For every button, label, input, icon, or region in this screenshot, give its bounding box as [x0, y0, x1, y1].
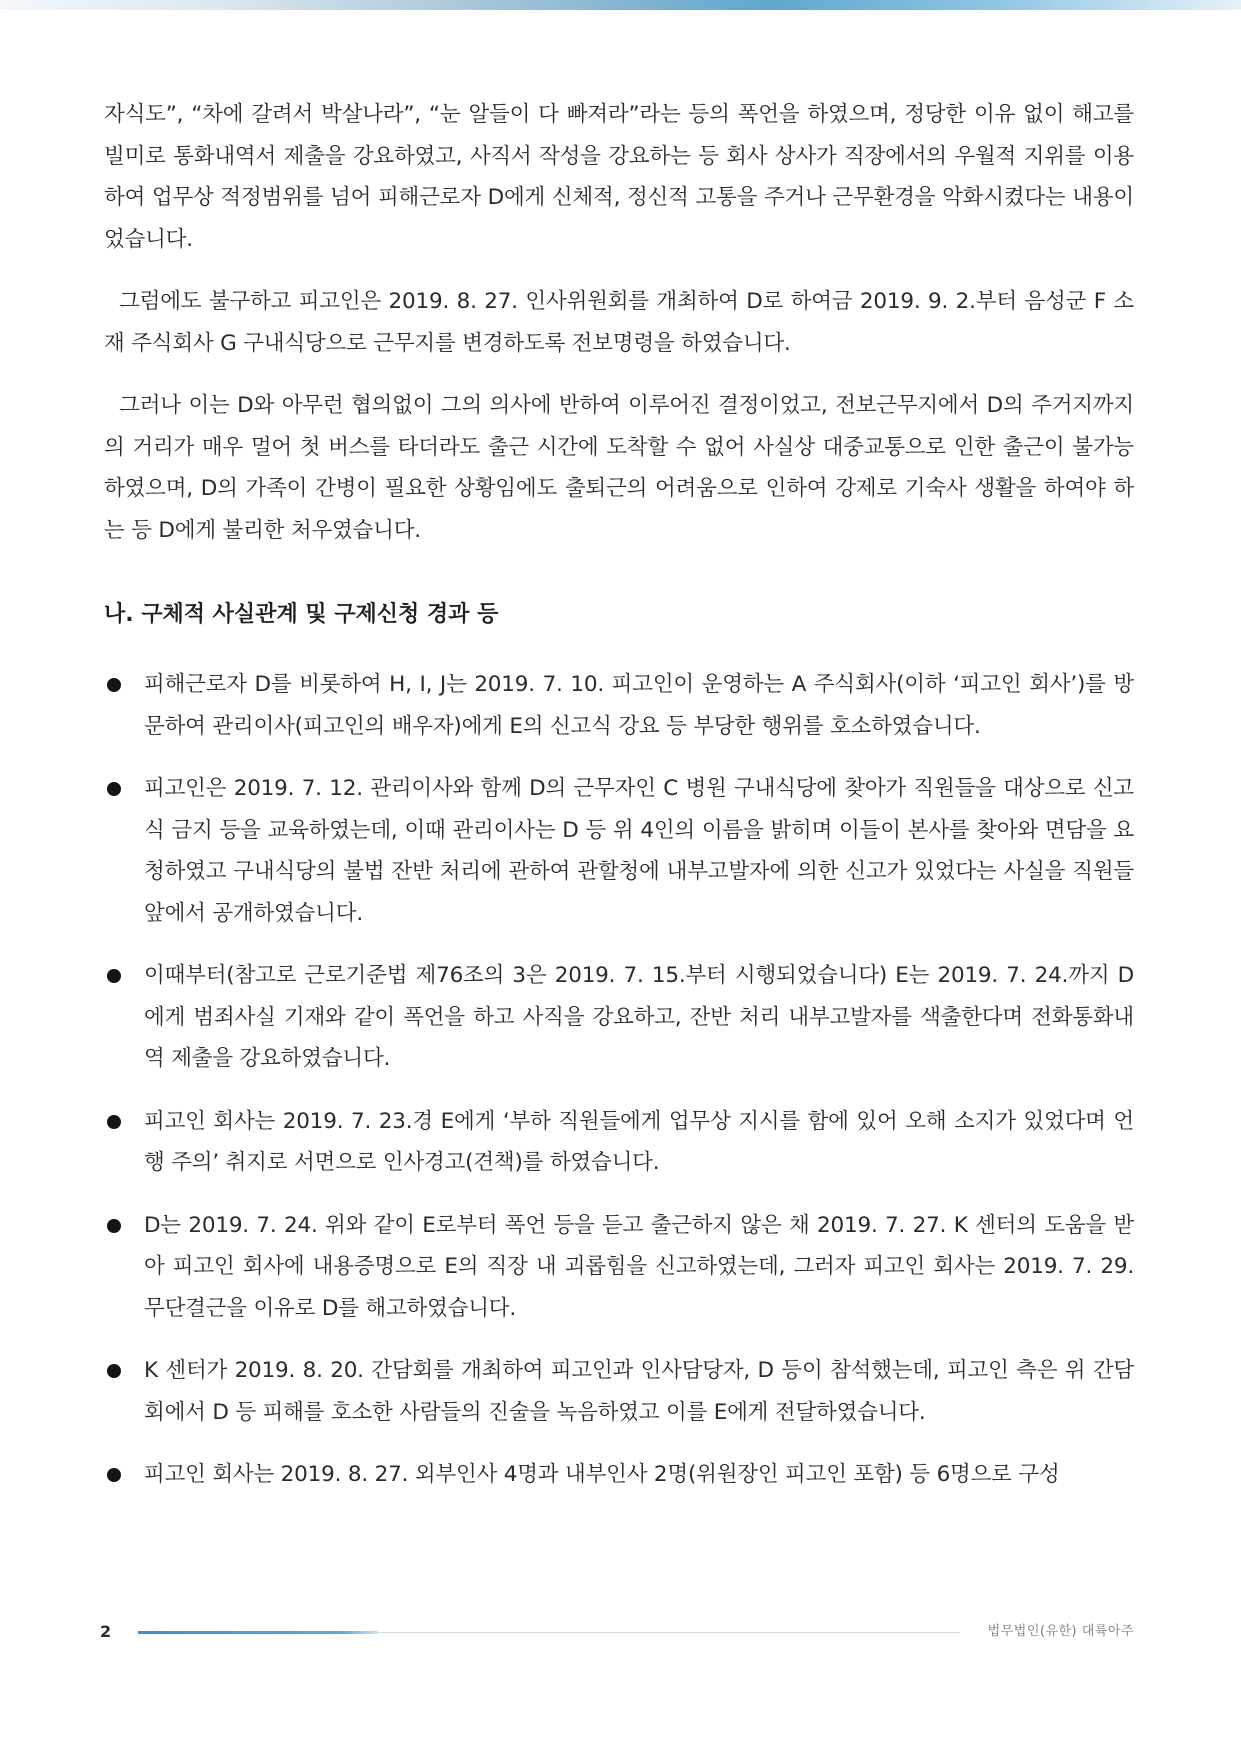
list-item	[104, 955, 1134, 1080]
list-item-text: 피고인 회사는 2019. 7. 23.경 E에게 ‘부하 직원들에게 업무상 지시를 함에 있어 오해 소지가 있었다며 언행 주의’ 취지로 서면으로 인사경고(견책)를 하였습니다.	[144, 1108, 1134, 1175]
list-item	[104, 1205, 1134, 1330]
list-item-text: 피해근로자 D를 비롯하여 H, I, J는 2019. 7. 10. 피고인이 운영하는 A 주식회사(이하 ‘피고인 회사’)를 방문하여 관리이사(피고인의 배우자)에게 E의 신고식 강요 등 부당한 행위를 호소하였습니다.	[144, 672, 1134, 739]
bullet-icon	[107, 1468, 121, 1482]
header-gradient-bar	[0, 0, 1241, 10]
fact-list	[104, 664, 1134, 1496]
document-body	[104, 94, 1141, 1517]
list-item	[104, 1101, 1134, 1184]
list-item	[104, 1454, 1134, 1496]
list-item-text: 피고인은 2019. 7. 12. 관리이사와 함께 D의 근무자인 C 병원 구내식당에 찾아가 직원들을 대상으로 신고식 금지 등을 교육하였는데, 이때 관리이사는 D 등 위 4인의 이름을 밝히며 이들이 본사를 찾아와 면담을 요청하였고 구내식당의 불법 잔반 처리에 관하여 관할청에 내부고발자에 의한 신고가 있었다는 사실을 직원들 앞에서 공개하였습니다.	[144, 776, 1134, 926]
page-number: 2	[100, 1622, 112, 1641]
bullet-icon	[107, 1219, 121, 1233]
bullet-icon	[107, 1364, 121, 1378]
paragraph-1: 자식도”, “차에 갈려서 박살나라”, “눈 알들이 다 빠져라”라는 등의 폭언을 하였으며, 정당한 이유 없이 해고를 빌미로 통화내역서 제출을 강요하였고, 사직서 작성을 강요하는 등 회사 상사가 직장에서의 우월적 지위를 이용하여 업무상 적정범위를 넘어 피해근로자 D에게 신체적, 정신적 고통을 주거나 근무환경을 악화시켰다는 내용이었습니다.	[104, 102, 1141, 252]
footer-accent-line	[138, 1631, 378, 1634]
section-heading: 나. 구체적 사실관계 및 구제신청 경과 등	[104, 602, 499, 627]
list-item-text: K 센터가 2019. 8. 20. 간담회를 개최하여 피고인과 인사담당자, D 등이 참석했는데, 피고인 측은 위 간담회에서 D 등 피해를 호소한 사람들의 진술을 녹음하였고 이를 E에게 전달하였습니다.	[144, 1358, 1134, 1425]
bullet-icon	[107, 782, 121, 796]
bullet-icon	[107, 1115, 121, 1129]
bullet-icon	[107, 969, 121, 983]
paragraph-2: 그럼에도 불구하고 피고인은 2019. 8. 27. 인사위원회를 개최하여 D로 하여금 2019. 9. 2.부터 음성군 F 소재 주식회사 G 구내식당으로 근무지를 변경하도록 전보명령을 하였습니다.	[104, 289, 1134, 356]
paragraph-3: 그러나 이는 D와 아무런 협의없이 그의 의사에 반하여 이루어진 결정이었고, 전보근무지에서 D의 주거지까지의 거리가 매우 멀어 첫 버스를 타더라도 출근 시간에 도착할 수 없어 사실상 대중교통으로 인한 출근이 불가능하였으며, D의 가족이 간병이 필요한 상황임에도 출퇴근의 어려움으로 인하여 강제로 기숙사 생활을 하여야 하는 등 D에게 불리한 처우였습니다.	[104, 393, 1134, 543]
list-item-text: 피고인 회사는 2019. 8. 27. 외부인사 4명과 내부인사 2명(위원장인 피고인 포함) 등 6명으로 구성	[144, 1462, 1060, 1487]
list-item	[104, 664, 1134, 747]
list-item	[104, 768, 1134, 934]
list-item	[104, 1350, 1134, 1433]
page-footer	[0, 1620, 1241, 1660]
bullet-icon	[107, 678, 121, 692]
list-item-text: 이때부터(참고로 근로기준법 제76조의 3은 2019. 7. 15.부터 시행되었습니다) E는 2019. 7. 24.까지 D에게 범죄사실 기재와 같이 폭언을 하고 사직을 강요하고, 잔반 처리 내부고발자를 색출한다며 전화통화내역 제출을 강요하였습니다.	[144, 963, 1134, 1071]
list-item-text: D는 2019. 7. 24. 위와 같이 E로부터 폭언 등을 듣고 출근하지 않은 채 2019. 7. 27. K 센터의 도움을 받아 피고인 회사에 내용증명으로 E의 직장 내 괴롭힘을 신고하였는데, 그러자 피고인 회사는 2019. 7. 29. 무단결근을 이유로 D를 해고하였습니다.	[144, 1212, 1134, 1321]
firm-name: 법무법인(유한) 대륙아주	[987, 1624, 1134, 1639]
